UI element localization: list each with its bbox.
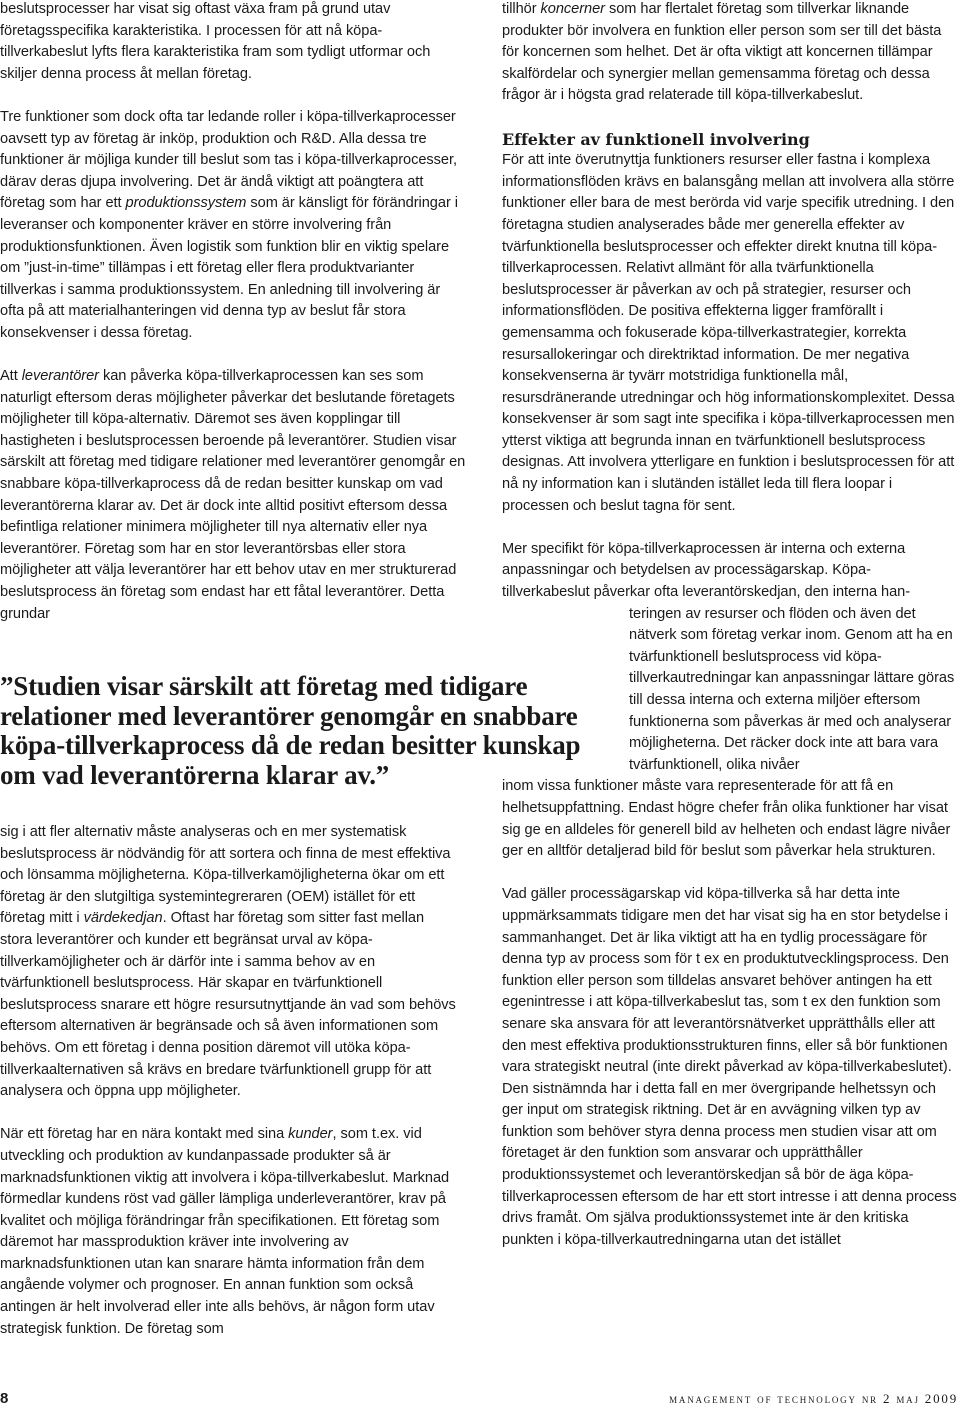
pull-quote: ”Studien visar särskilt att företag med tidigare relationer med leverantörer genomgår en snabbare köpa-tillverkaprocess då de redan besitter kunskap om vad leverantörerna klarar av.”	[0, 671, 581, 790]
left-column-bottom	[0, 822, 460, 1340]
page-number: 8	[0, 1390, 9, 1407]
paragraph: Tre funktioner som dock ofta tar ledande roller i köpa-tillverkaprocesser oavsett typ av företag är inköp, produktion och R&D. Alla dessa tre funktioner är möjliga kunder till beslut som tas i köpa-tillverkaprocesser, därav deras djupa involvering. Det är ändå viktigt att poängtera att företag som har ett produktionssystem som är känsligt för förändringar i leveranser och komponenter kräver en större involvering från produktionsfunktionen. Även logistik som funktion blir en viktig spelare om ”just-in-time” tillämpas i ett företag eller flera produktvarianter tillverkas i samma produktionssystem. En anledning till involvering är ofta på att materialhanteringen vid denna typ av beslut får stora konsekvenser i dessa företag.	[0, 108, 458, 341]
paragraph: Mer specifikt för köpa-tillverkaprocessen är interna och externa anpassningar och betydelsen av processägarskap. Köpa-tillverkabeslut påverkar ofta leverantörskedjan, den interna han-	[502, 540, 911, 601]
paragraph: tillhör koncerner som har flertalet företag som tillverkar liknande produkter bör involvera en funktion eller person som ser till det bästa för koncernen som helhet. Det är ofta viktigt att koncernen tillämpar skalfördelar och synergier mellan gemensamma företag och dessa frågor är i högsta grad relaterade till köpa-tillverkabeslut.	[502, 1, 942, 104]
paragraph-indented: teringen av resurser och flöden och även det nätverk som företag verkar inom. Genom att ha en tvärfunktionell beslutsprocess vid köpa-tillverkautredningar kan anpassningar lättare göras till dessa interna och externa miljöer eftersom funktionerna som påverkas är med och analyserar möjligheterna. Det räcker dock inte att bara vara tvärfunktionell, olika nivåer	[629, 605, 955, 773]
section-heading: Effekter av funktionell involvering	[502, 129, 810, 149]
paragraph: Att leverantörer kan påverka köpa-tillverkaprocessen kan ses som naturligt eftersom deras möjligheter påverkar det beslutande företagets möjligheter till köpa-alternativ. Däremot ses även kopplingar till hastigheten i beslutsprocessen beroende på leverantörer. Studien visar särskilt att företag med tidigare relationer med leverantörer genomgår en snabbare köpa-tillverkaprocess då de redan besitter kunskap om vad leverantörerna klarar av. Det är dock inte alltid positivt eftersom dessa befintliga relationer minimera möjligheter till nya alternativ eller nya leverantörer. Företag som har en stor leverantörsbas eller stora möjligheter att välja leverantörer har ett behov utav en mer strukturerad beslutsprocess än företag som endast har ett fåtal leverantörer. Detta grundar	[0, 368, 466, 622]
paragraph: När ett företag har en nära kontakt med sina kunder, som t.ex. vid utveckling och produktion av kundanpassade produkter så är marknadsfunktionen viktig att involvera i köpa-tillverkabeslut. Marknad förmedlar kundens röst vad gäller lämpliga underleverantörer, krav på kvalitet och möjliga förändringar från specifikationen. Ett företag som däremot har massproduktion kräver inte involvering av marknadsfunktionen utan kan snarare hämta information från dem angående volymer och prognoser. En annan funktion som också antingen är helt involverad eller inte alls behövs, är någon form utav strategisk funktion. De företag som	[0, 1126, 450, 1337]
paragraph: sig i att fler alternativ måste analyseras och en mer systematisk beslutsprocess är nödvändig för att sortera och finna de mest effektiva och lönsamma möjligheterna. Köpa-tillverkamöjligheterna ökar om ett företag är den slutgiltiga systemintegreraren (OEM) istället för ett företag mitt i värdekedjan. Oftast har företag som sitter fast mellan stora leverantörer och kunder ett begränsat urval av köpa-tillverkamöjligheter och är därför inte i samma behov av en tvärfunktionell beslutsprocess. Här skapar en tvärfunktionell beslutsprocess snarare ett högre resursutnyttjande än vad som behövs eftersom alternativen är begränsade och så även informationen som behövs. Om ett företag i denna position däremot vill utöka köpa-tillverkaalternativen så krävs en bredare tvärfunktionell grupp för att analysera och öppna upp möjligheter.	[0, 824, 456, 1100]
right-column	[502, 0, 958, 1251]
paragraph: beslutsprocesser har visat sig oftast växa fram på grund utav företagsspecifika karakteristika. I processen för att nå köpa-tillverkabeslut lyfts flera karakteristika fram som tydligt utformar och skiljer denna process åt mellan företag.	[0, 1, 431, 82]
running-footer: management of technology nr 2 maj 2009	[669, 1391, 958, 1406]
paragraph: Vad gäller processägarskap vid köpa-tillverka så har detta inte uppmärksammats tidigare men det har visat sig ha en stor betydelse i sammanhanget. Det är lika viktigt att ha en tydlig processägare för denna typ av process som för t ex en produktutvecklingsprocess. Den funktion eller person som tilldelas ansvaret behöver antingen ha ett egenintresse i att köpa-tillverkabeslut tas, som t ex den funktion som senare ska ansvara för att leverantörsnätverket upprätthålls eller att den mest effektiva produktionsstrukturen finns, eller så bör funktionen vara strategiskt neutral (inte direkt påverkad av köpa-tillverkabeslutet). Den sistnämnda har i detta fall en mer övergripande helhetssyn och ger input om strategisk riktning. Det är en avvägning vilken typ av funktion som behöver styra denna process men studien visar att om företaget är den funktion som ansvarar och upprätthåller produktionssystemet och leverantörskedjan så bör de äga köpa-tillverkaprocessen eftersom de har ett stort intresse i att denna process drivs framåt. Om själva produktionssystemet inte är den kritiska punkten i köpa-tillverkautredningarna utan det istället	[502, 886, 957, 1248]
left-column-top	[0, 0, 468, 625]
paragraph: För att inte överutnyttja funktioners resurser eller fastna i komplexa informationsflöden krävs en balansgång mellan att involvera alla större funktioner eller bara de mest berörda vid varje specifik utredning. I den företagna studien analyserades både mer generella effekter av tvärfunktionella beslutsprocesser och effekter direkt knutna till köpa-tillverkaprocessen. Relativt allmänt för alla tvärfunktionella beslutsprocesser är påverkan av och på strategier, resurser och informationsflöden. De positiva effekterna ligger framförallt i gemensamma och fokuserade köpa-tillverkastrategier, korrekta resursallokeringar och direktriktad information. De mer negativa konsekvenserna är tyvärr motstridiga funktionella mål, resursdränerande utredningar och hög informationskomplexitet. Dessa konsekvenser är som sagt inte specifika i köpa-tillverkaprocessen men ytterst viktiga att begrunda innan en tvärfunktionell beslutsprocess designas. Att involvera ytterligare en funktion i beslutsprocessen för att nå ny information kan i slutänden istället leda till flera loopar i processen och beslut tagna för sent.	[502, 152, 955, 514]
paragraph: inom vissa funktioner måste vara representerade för att få en helhetsuppfattning. Endast högre chefer från olika funktioner har visat sig ge en alldeles för generell bild av helheten och endast lägre nivåer ger en alltför detaljerad bild för beslut som påverkar hela strukturen.	[502, 778, 951, 860]
